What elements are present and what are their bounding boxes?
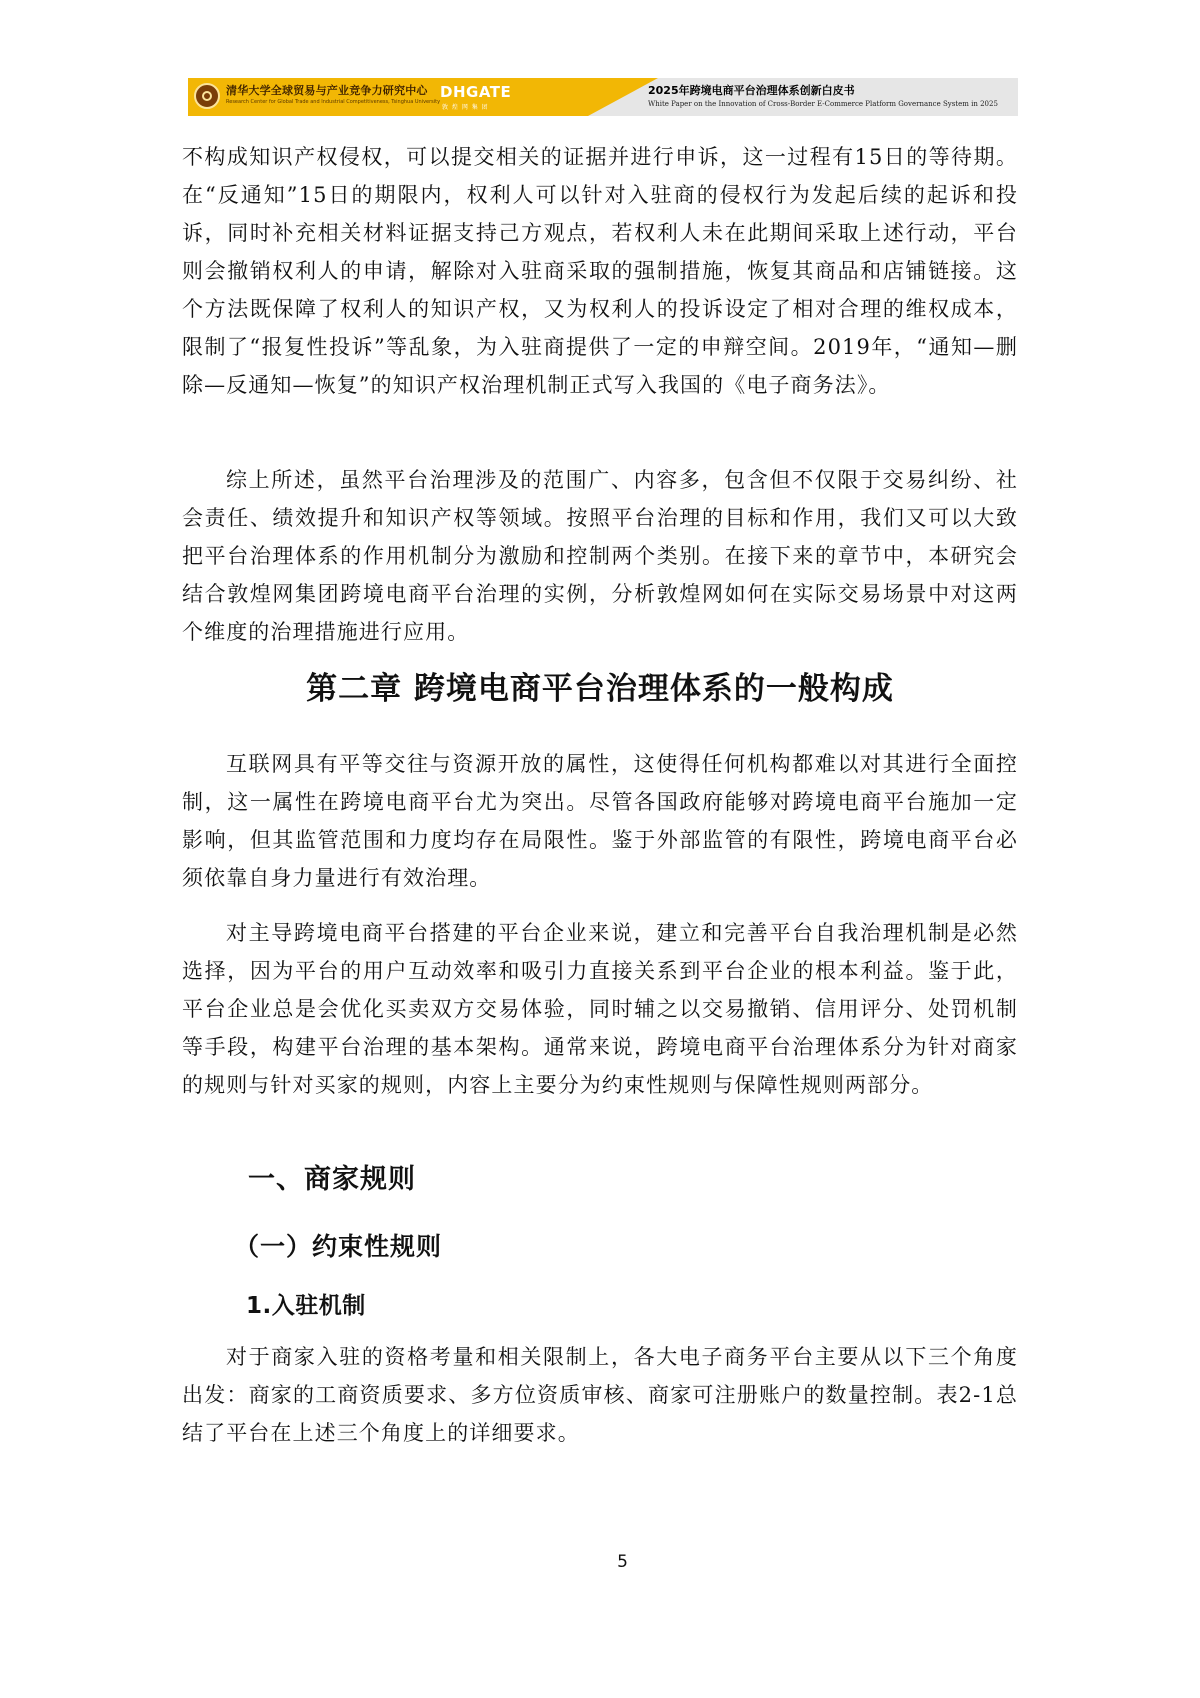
paragraph-onboarding: 对于商家入驻的资格考量和相关限制上，各大电子商务平台主要从以下三个角度出发：商家的工商资质要求、多方位资质审核、商家可注册账户的数量控制。表2-1总结了平台在上述三个角度上的详细要求。 bbox=[182, 1345, 1018, 1445]
section-heading: 一、商家规则 bbox=[248, 1164, 416, 1195]
chapter-title: 第二章 跨境电商平台治理体系的一般构成 bbox=[306, 671, 894, 707]
dhgate-logo-subtitle: 敦 煌 网 集 团 bbox=[442, 104, 489, 111]
item-heading: 1.入驻机制 bbox=[246, 1293, 366, 1319]
tsinghua-seal-icon bbox=[194, 83, 220, 109]
page-number: 5 bbox=[617, 1552, 628, 1572]
header-institution-en: Research Center for Global Trade and Industrial Competitiveness, Tsinghua University bbox=[226, 99, 441, 105]
dhgate-logo: DHGATE bbox=[440, 83, 512, 101]
paragraph-internet: 互联网具有平等交往与资源开放的属性，这使得任何机构都难以对其进行全面控制，这一属性在跨境电商平台尤为突出。尽管各国政府能够对跨境电商平台施加一定影响，但其监管范围和力度均存在局限性。鉴于外部监管的有限性，跨境电商平台必须依靠自身力量进行有效治理。 bbox=[182, 752, 1018, 890]
paragraph-continued: 不构成知识产权侵权，可以提交相关的证据并进行申诉，这一过程有15日的等待期。在“反通知”15日的期限内，权利人可以针对入驻商的侵权行为发起后续的起诉和投诉，同时补充相关材料证据支持己方观点，若权利人未在此期间采取上述行动，平台则会撤销权利人的申请，解除对入驻商采取的强制措施，恢复其商品和店铺链接。这个方法既保障了权利人的知识产权，又为权利人的投诉设定了相对合理的维权成本，限制了“报复性投诉”等乱象，为入驻商提供了一定的申辩空间。2019年，“通知—删除—反通知—恢复”的知识产权治理机制正式写入我国的《电子商务法》。 bbox=[182, 145, 1018, 397]
page-header bbox=[188, 78, 1018, 116]
header-report-title-en: White Paper on the Innovation of Cross-Border E-Commerce Platform Governance System in 2025 bbox=[648, 100, 998, 108]
header-report-title: 2025年跨境电商平台治理体系创新白皮书 bbox=[648, 84, 855, 97]
paragraph-summary: 综上所述，虽然平台治理涉及的范围广、内容多，包含但不仅限于交易纠纷、社会责任、绩效提升和知识产权等领域。按照平台治理的目标和作用，我们又可以大致把平台治理体系的作用机制分为激励和控制两个类别。在接下来的章节中，本研究会结合敦煌网集团跨境电商平台治理的实例，分析敦煌网如何在实际交易场景中对这两个维度的治理措施进行应用。 bbox=[182, 468, 1018, 644]
subsection-heading: （一）约束性规则 bbox=[234, 1232, 443, 1261]
header-institution: 清华大学全球贸易与产业竞争力研究中心 bbox=[226, 84, 428, 97]
paragraph-platform: 对主导跨境电商平台搭建的平台企业来说，建立和完善平台自我治理机制是必然选择，因为平台的用户互动效率和吸引力直接关系到平台企业的根本利益。鉴于此，平台企业总是会优化买卖双方交易体验，同时辅之以交易撤销、信用评分、处罚机制等手段，构建平台治理的基本架构。通常来说，跨境电商平台治理体系分为针对商家的规则与针对买家的规则，内容上主要分为约束性规则与保障性规则两部分。 bbox=[182, 921, 1018, 1097]
